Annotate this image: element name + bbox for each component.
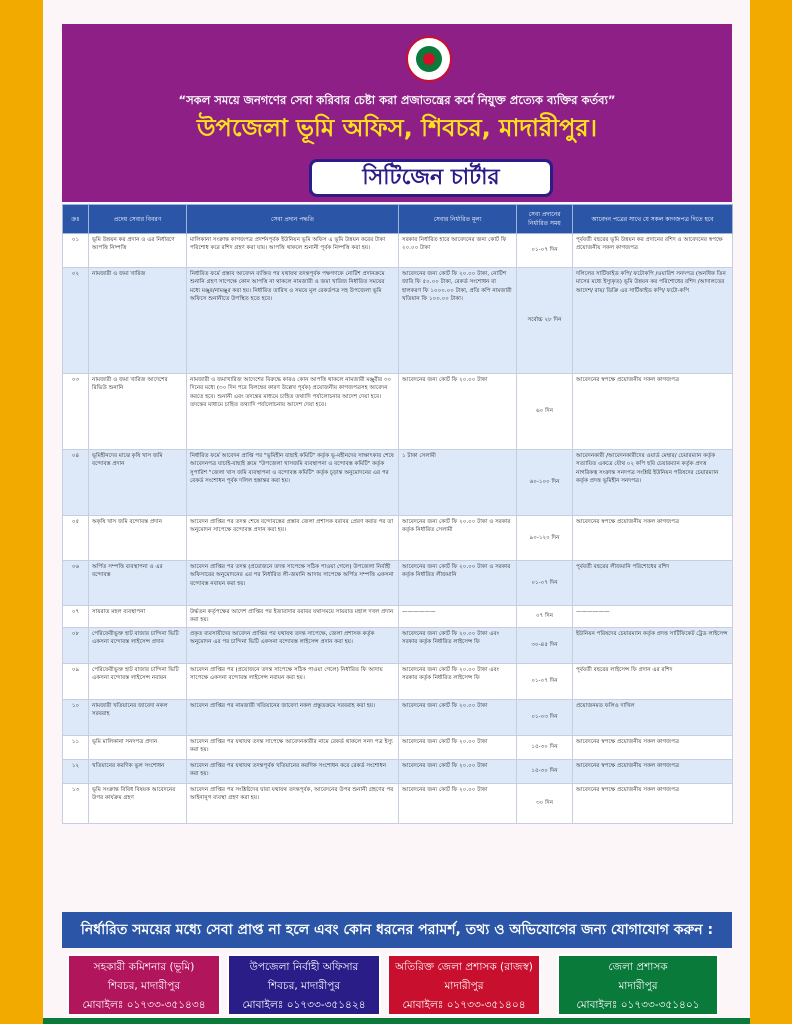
service-time: সর্বোচ্চ ২৮ দিন [517,268,573,374]
required-documents: আবেদনের স্বপক্ষে প্রয়োজনীয় সকল কাগজপত্র [573,374,733,450]
contact-place: শিবচর, মাদারীপুর [107,980,181,992]
service-fee: আবেদনের জন্য কোর্ট ফি ২০.০০ টাকা এবং সরকার কর্তৃক নির্ধারিত লাইসেন্স ফি [399,664,517,700]
table-row [63,736,733,760]
contact-box-dc [557,954,719,1016]
service-fee: —————— [399,606,517,628]
row-number: ০৮ [63,628,89,664]
service-time: ১৫-৩০ দিন [517,760,573,784]
required-documents: পূর্ববর্তী বছরের লীজমানি পরিশোধের রশিদ [573,561,733,606]
required-documents: আবেদনের স্বপক্ষে প্রয়োজনীয় সকল কাগজপত্র [573,736,733,760]
table-row [63,628,733,664]
table-row [63,374,733,450]
column-header: সেবা প্রদানের নির্ধারিত সময় [517,205,573,234]
service-fee: আবেদনের জন্য কোর্ট ফি ২০.০০ টাকা ও সরকার কর্তৃক নির্ধারিত লীজমানি [399,561,517,606]
service-name: অর্পিত সম্পত্তি ব্যবস্থাপনা ও এর বন্দোবস্ত [89,561,187,606]
column-header: সেবা প্রদান পদ্ধতি [187,205,399,234]
service-time: ৬০ দিন [517,374,573,450]
citizen-charter-poster [43,0,750,1024]
service-name: পেরিফেরীভুক্ত হাট বাজার চান্দিনা ভিটি একসনা বন্দোবস্ত লাইসেন্স প্রদান [89,628,187,664]
service-name: ভূমি উন্নয়ন কর প্রদান ও এর নির্ধারণে আপত্তি নিষ্পত্তি [89,234,187,268]
contact-box-uno [227,954,381,1016]
service-fee: সরকার নির্ধারিত হারে আবেদনের জন্য কোর্ট ফি ২০.০০ টাকা [399,234,517,268]
service-fee: আবেদনের জন্য কোর্ট ফি ২০.০০ টাকা এবং সরকার কর্তৃক নির্ধারিত লাইসেন্স ফি [399,628,517,664]
service-name: ভূমি মালিকানা সনদপত্র প্রদান [89,736,187,760]
service-fee: আবেদনের জন্য কোর্ট ফি ২০.০০ টাকা [399,700,517,736]
service-fee: আবেদনের জন্য কোর্ট ফি ২০.০০ টাকা [399,760,517,784]
service-time: ০১-০৭ দিন [517,664,573,700]
contact-place: শিবচর, মাদারীপুর [267,980,341,992]
row-number: ০৪ [63,450,89,516]
required-documents: পূর্ববর্তী বছরের লাইসেন্স ফি প্রদান এর রশিদ [573,664,733,700]
table-row [63,450,733,516]
contact-box-ac-land [67,954,221,1016]
required-documents: ইউনিয়ন পরিষদের চেয়ারম্যান কর্তৃক প্রদত্ত সার্টিফিকেট ট্রেড লাইসেন্স [573,628,733,664]
row-number: ০৩ [63,374,89,450]
contact-title: জেলা প্রশাসক [608,961,668,973]
contact-place: মাদারীপুর [444,980,484,992]
charter-title: সিটিজেন চার্টার [309,159,553,197]
service-name: নামজারী ও জমা খারিজ আদেশের রিভিউ শুনানি [89,374,187,450]
column-header: ক্রঃ [63,205,89,234]
contact-phone: মোবাইলঃ ০১৭৩৩-৩৫১৪২৪ [242,999,366,1011]
service-method: আবেদন প্রাপ্তির পর তদন্ত (প্রয়োজনে তদন্ত সাপেক্ষে সঠিক পাওয়া গেলে) উপজেলা নির্বাহী অফিসারের অনুমোদনের এর পর নির্ধারিত লী-জমানি আদায় সাপেক্ষে অর্পিত সম্পত্তি একসনা বন্দোবস্ত নবায়ন করা হয়। [187,561,399,606]
government-seal-icon [406,36,452,82]
service-method: উর্দ্ধতন কর্তৃপক্ষের আদেশ প্রাপ্তির পর ইজারাদার বরাবর যথাসময়ে সায়রাত মহাল দখল প্রদান করা হয়। [187,606,399,628]
row-number: ০৫ [63,516,89,561]
service-method: প্রকৃত ব্যবসায়ীদের আবেদন প্রাপ্তির পর যথাযথ তদন্ত সাপেক্ষে, জেলা প্রশাসক কর্তৃক অনুমোদন এর পর চান্দিনা ভিটি একসনা বন্দোবস্ত লাইসেন্স প্রদান করা হয়। [187,628,399,664]
service-time: ০১-০৭ দিন [517,234,573,268]
service-fee: আবেদনের জন্য কোর্ট ফি ২০.০০ টাকা [399,374,517,450]
row-number: ০৬ [63,561,89,606]
service-time: ০১-০৩ দিন [517,700,573,736]
required-documents: আবেদনের স্বপক্ষে প্রয়োজনীয় সকল কাগজপত্র [573,516,733,561]
table-row [63,700,733,736]
service-method: নির্ধারিত ফর্মে প্রস্তাব আবেদন ব্যক্তির পর যথাযথ তদন্তপূর্বক পক্ষগণকে নোটিশ প্রদানক্রমে শুনানি গ্রহণ সাপেক্ষে কোন আপত্তি না থাকলে নামজারী ও জমা খারিজ নির্ধারিত সময়ের মধ্যে মঞ্জুর/নামঞ্জুর করা হয়। নির্ধারিত তারিখ ও সময়ে মূল রেকর্ডপত্র সহ উপজেলা ভূমি অফিসে শুনানীতে উপস্থিত হতে হবে। [187,268,399,374]
row-number: ১২ [63,760,89,784]
column-header: আবেদন পত্রের সাথে যে সকল কাগজপত্র দিতে হবে [573,205,733,234]
service-time: ০৭ দিন [517,606,573,628]
table-row [63,516,733,561]
service-method: নির্ধারিত ফর্মে আবেদন প্রাপ্তি পর "ভূমিহীন বাছাই কমিটি" কর্তৃক ভূ-মহীনদের সাক্ষাৎকার শেষে আবেদনপত্র যাচাই-বাছাই ক্রমে "উপজেলা খাসজমি ব্যবস্থাপনা ও বন্দোবস্ত কমিটি" কর্তৃক সুপারিশ "জেলা খাস জমি ব্যবস্থাপনা ও বন্দোবস্ত কমিটি" কর্তৃক চূড়ান্ত অনুমোদনের এর পর রেকর্ড সংশোধন পূর্বক দলিল হস্তান্তর করা হয়। [187,450,399,516]
service-name: ভূমিহীনদের মাঝে কৃষি খাস জমি বন্দোবস্ত প্রদান [89,450,187,516]
contact-title: অতিরিক্ত জেলা প্রশাসক (রাজস্ব) [395,961,533,973]
contact-banner: নির্ধারিত সময়ের মধ্যে সেবা প্রাপ্ত না হলে এবং কোন ধরনের পরামর্শ, তথ্য ও অভিযোগের জন্য যোগাযোগ করুন : [62,912,732,948]
service-method: আবেদন প্রাপ্তির পর যথাযথ তদন্ত সাপেক্ষে আবেদনকারীর নামে রেকর্ড থাকলে সনদ পত্র ইস্যু করা হয়। [187,736,399,760]
required-documents: আবেদনকারী /আবেদনকারীদের ওয়ার্ড মেম্বার/ চেয়ারম্যান কর্তৃক সত্যায়িত একত্রে যৌথ ০২ কপি ছবি চেয়ারম্যান কর্তৃক প্রদত্ত নাগরিকত্ব সংক্রান্ত সনদপত্র সংশ্লিষ্ট ইউনিয়ন পরিষদের চেয়ারম্যান কর্তৃক প্রদত্ত ভূমিহীন সনদপত্র। [573,450,733,516]
service-name: নামজারী ও জমা খারিজ [89,268,187,374]
service-method: আবেদন প্রাপ্তির পর যথাযথ তদন্তপূর্বক খতিয়ানের করণিক সংশোধন করে রেকর্ড সংশোধন করা হয়। [187,760,399,784]
service-name: সায়রাত মহল ব্যবস্থাপনা [89,606,187,628]
required-documents: পূর্ববর্তী বছরের ভূমি উন্নয়ন কর প্রদানের রশিদ ও আবেদনের স্বপক্ষে প্রয়োজনীয় সকল কাগজপত্র [573,234,733,268]
table-row [63,664,733,700]
service-method: আবেদন প্রাপ্তির পর তদন্ত শেষে বন্দোবস্তের প্রস্তাব জেলা প্রশাসক বরাবর প্রেরণ করার পর তা অনুমোদন সাপেক্ষে বন্দোবস্ত প্রদান করা হয়। [187,516,399,561]
service-name: পেরিফেরীভুক্ত হাট বাজার চান্দিনা ভিটি একসনা বন্দোবস্ত লাইসেন্স নবায়ন [89,664,187,700]
service-method: মালিকানা সংক্রান্ত কাগজপত্র প্রদর্শনপূর্বক ইউনিয়ন ভূমি অফিস এ ভূমি উন্নয়ন করের টাকা পরিশোধ করে রশিদ গ্রহণ করা যায়। আপত্তি থাকলে শুনানী পূর্বক নিষ্পত্তি করা হয়। [187,234,399,268]
service-fee: ১ টাকা সেলামী [399,450,517,516]
service-method: নামজারী ও জমাখারিজ আদেশের বিরুদ্ধে কারও কোন আপত্তি থাকলে নামজারী মঞ্জুরীর ৩০ দিনের মধ্যে (৩০ দিন পরে বিলম্বের কারণ উল্লেখ পূর্বক) প্রয়োজনীয় কাগজপত্রসহ আবেদন করতে হবে। শুনানী এবং তদন্তের মাধ্যমে চাহিত তথ্যাদি পর্যালোচনার আদেশ দেয়া হবে। তদন্তের মাধ্যমে চাহিত তথ্যাদি পর্যালোচনায় আদেশ দেয়া হবে। [187,374,399,450]
required-documents: আবেদনের স্বপক্ষে প্রয়োজনীয় সকল কাগজপত্র [573,784,733,824]
service-time: ৬০-১০০ দিন [517,450,573,516]
row-number: ০৭ [63,606,89,628]
contact-title: উপজেলা নির্বাহী অফিসার [249,961,359,973]
contact-title: সহকারী কমিশনার (ভূমি) [93,961,195,973]
column-header: সেবার নির্ধারিত মূল্য [399,205,517,234]
service-name: অকৃষি খাস জমি বন্দোবস্ত প্রদান [89,516,187,561]
row-number: ০৯ [63,664,89,700]
bottom-strip [43,1018,750,1024]
service-time: ৯০-১২০ দিন [517,516,573,561]
contact-phone: মোবাইলঃ ০১৭৩৩-৩৫১৪৩৪ [82,999,206,1011]
column-header: প্রদেয় সেবার বিবরণ [89,205,187,234]
row-number: ১০ [63,700,89,736]
office-title: উপজেলা ভূমি অফিস, শিবচর, মাদারীপুর। [196,114,598,142]
header-quote: “সকল সময়ে জনগণের সেবা করিবার চেষ্টা করা প্রজাতন্ত্রের কর্মে নিয়ুক্ত প্রত্যেক ব্যক্তির কর্তব্য” [178,93,616,107]
table-row [63,606,733,628]
service-fee: আবেদনের জন্য কোর্ট ফি ২০.০০ টাকা, নোটিশ জারি ফি ৫০.০০ টাকা, রেকর্ড সংশোধন বা হালকরণ ফি ১০০০.০০ টাকা, প্রতি কপি নামজারী খতিয়ান ফি ১০০.০০ টাকা। [399,268,517,374]
service-name: ভূমি সংক্রান্ত বিবিধ বিষয়ক আবেদনের উপর কার্যক্রম গ্রহণ [89,784,187,824]
row-number: ১১ [63,736,89,760]
service-method: আবেদন প্রাপ্তির পর সংশ্লিষ্টদের দ্বারা যথাযথ তদন্তপূর্বক, আবেদনের উপর শুনানী গ্রহণের পর আইনানুগ ব্যবস্থা গ্রহণ করা হয়। [187,784,399,824]
service-fee: আবেদনের জন্য কোর্ট ফি ২০.০০ টাকা [399,784,517,824]
contact-place: মাদারীপুর [618,980,658,992]
service-time: ৩০ দিন [517,784,573,824]
service-fee: আবেদনের জন্য কোর্ট ফি ২০.০০ টাকা [399,736,517,760]
table-header-row [63,205,733,234]
required-documents: —————— [573,606,733,628]
row-number: ০১ [63,234,89,268]
table-row [63,784,733,824]
required-documents: দলিলের সার্টিফাইড কপি/ ফটোকপি /ওয়ারিশ সনদপত্র (অনধিক তিন মাসের মধ্যে ইস্যুকৃত) ভূমি উন্নয়ন কর পরিশোধের রশিদ /আদালতের আদেশ/ রায়/ ডিক্রি এর সার্টিফাইড কপি/ ফটো-কপি [573,268,733,374]
required-documents: প্রয়োজনমত ফলিও দাখিল [573,700,733,736]
service-time: ৩০-৪৫ দিন [517,628,573,664]
contact-phone: মোবাইলঃ ০১৭৩৩-৩৫১৪০১ [576,999,700,1011]
service-time: ১৫-৩০ দিন [517,736,573,760]
service-method: আবেদন প্রাপ্তির পর নামজারী খতিয়ানের জাবেদা নকল প্রস্তুতক্রমে সরবরাহ করা হয়। [187,700,399,736]
contact-phone: মোবাইলঃ ০১৭৩৩-৩৫১৪০৪ [402,999,526,1011]
table-row [63,561,733,606]
required-documents: আবেদনের স্বপক্ষে প্রয়োজনীয় সকল কাগজপত্র [573,760,733,784]
table-row [63,760,733,784]
service-fee: আবেদনের জন্য কোর্ট ফি ২০.০০ টাকা ও সরকার কর্তৃক নির্ধারিত সেলামী [399,516,517,561]
services-table [62,204,733,824]
service-time: ০১-০৭ দিন [517,561,573,606]
contact-box-adc-revenue [387,954,541,1016]
table-row [63,268,733,374]
row-number: ০২ [63,268,89,374]
service-method: আবেদন প্রাপ্তির পর (প্রয়োজনে তদন্ত সাপেক্ষে সঠিক পাওয়া গেলে) নির্ধারিত ফি আদায় সাপেক্ষে একসনা বন্দোবস্ত লাইসেন্স নবায়ন করা হয়। [187,664,399,700]
table-row [63,234,733,268]
service-name: খতিয়ানের করণিক ভুল সংশোধন [89,760,187,784]
service-name: নামজারী খতিয়ানের জাবেদা নকল সরবরাহ [89,700,187,736]
row-number: ১৩ [63,784,89,824]
